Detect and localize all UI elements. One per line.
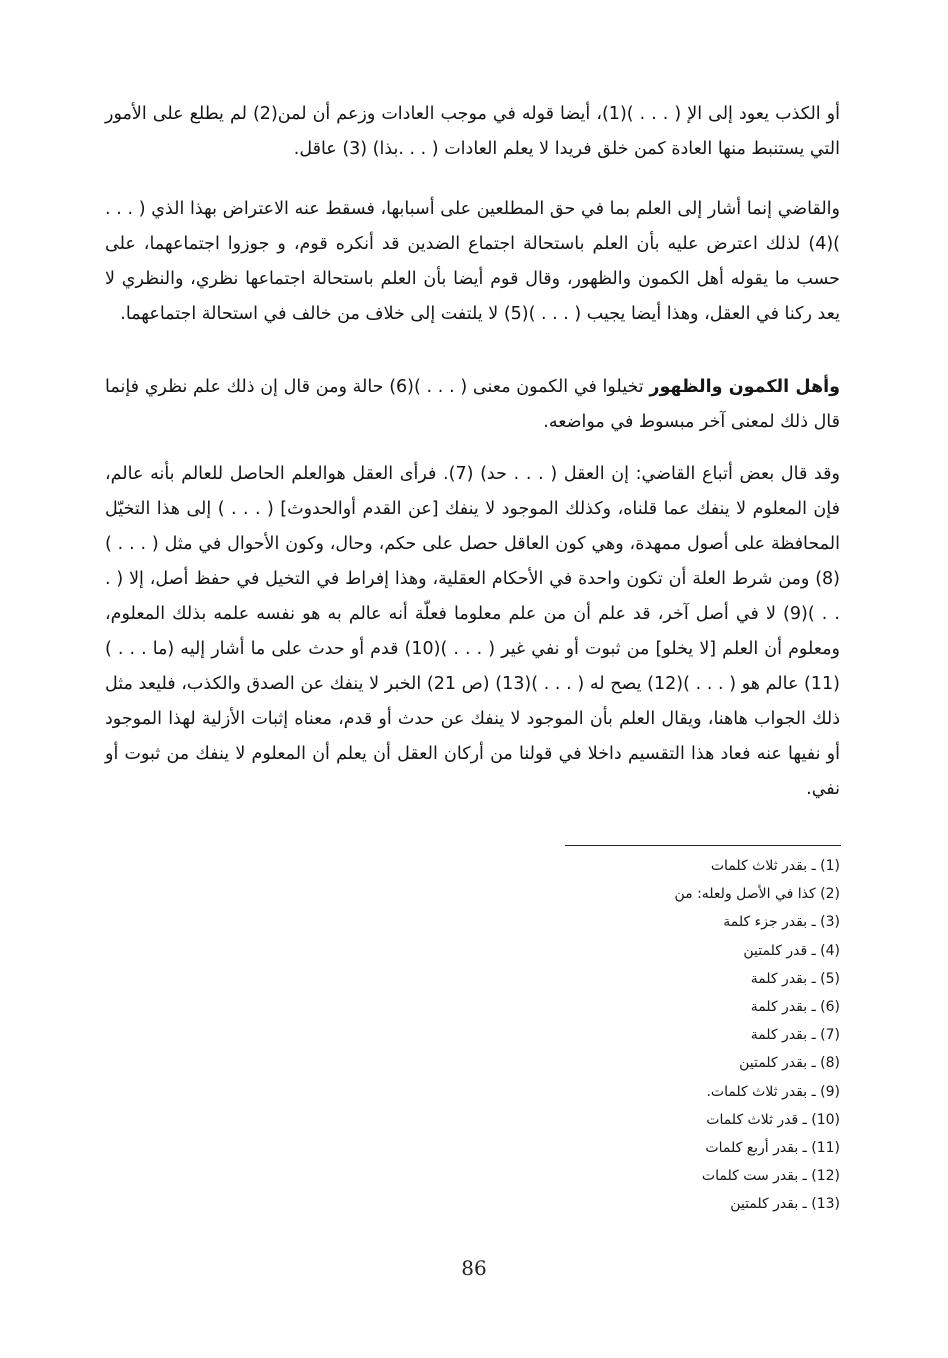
footnote-10: (10) ـ قدر ثلاث كلمات [706, 1111, 840, 1128]
footnote-6: (6) ـ بقدر كلمة [750, 999, 840, 1016]
paragraph-2 [105, 192, 840, 332]
footnote-5: (5) ـ بقدر كلمة [750, 970, 840, 987]
footnote-separator [565, 845, 841, 846]
footnote-9: (9) ـ بقدر ثلاث كلمات. [706, 1083, 840, 1100]
paragraph-2-text: والقاضي إنما أشار إلى العلم بما في حق المطلعين على أسبابها، فسقط عنه الاعتراض بهذا الذي ( . . . )(4) لذلك اعترض عليه بأن العلم باستحالة اجتماع الضدين قد أنكره قوم، و جوزوا اجتماعهما، على حسب ما يقوله أهل الكمون والظهور، وقال قوم أيضا بأن العلم باستحالة اجتماعها نظري، والنظري لا يعد ركنا في العقل، وهذا أيضا يجيب ( . . . )(5) لا يلتفت إلى خلاف من خالف في استحالة اجتماعهما. [105, 199, 840, 324]
footnote-2: (2) كذا في الأصل ولعله: من [674, 886, 840, 903]
paragraph-3-text: تخيلوا في الكمون معنى ( . . . )(6) حالة ومن قال إن ذلك علم نظري فإنما قال ذلك لمعنى آخر مبسوط في مواضعه. [105, 377, 840, 432]
footnotes-list [460, 852, 840, 1219]
paragraph-1-text: أو الكذب يعود إلى الإ ( . . . )(1)، أيضا قوله في موجب العادات وزعم أن لمن(2) لم يطلع على الأمور التي يستنبط منها العادة كمن خلق فريدا لا يعلم العادات ( . . .بذا) (3) عاقل. [105, 104, 840, 159]
footnote-13: (13) ـ بقدر كلمتين [730, 1196, 840, 1213]
footnote-12: (12) ـ بقدر ست كلمات [701, 1168, 840, 1185]
paragraph-1 [105, 97, 840, 167]
paragraph-3-lead: وأهل الكمون والظهور [649, 377, 840, 397]
footnote-3: (3) ـ بقدر جزء كلمة [723, 914, 840, 931]
footnote-11: (11) ـ بقدر أربع كلمات [705, 1140, 840, 1157]
footnote-7: (7) ـ بقدر كلمة [750, 1027, 840, 1044]
page-number: 86 [461, 1256, 487, 1280]
paragraph-4-text: وقد قال بعض أتباع القاضي: إن العقل ( . . . حد) (7). فرأى العقل هوالعلم الحاصل للعالم بأنه عالم، فإن المعلوم لا ينفك عما قلناه، وكذلك الموجود لا ينفك [عن القدم أوالحدوث] ( . . . ) إلى هذا التخيّل المحافظة على أصول ممهدة، وهي كون العاقل حصل على حكم، وحال، وكون الأحوال في مثل ( . . . )(8) ومن شرط العلة أن تكون واحدة في الأحكام العقلية، وهذا إفراط في التخيل في حفظ أصل، إلا ( . . . )(9) لا في أصل آخر، قد علم أن من علم معلوما فعلّة أنه عالم به هو نفسه علمه بذلك المعلوم، ومعلوم أن العلم [لا يخلو] من ثبوت أو نفي غير ( . . . )(10) قدم أو حدث على ما أشار إليه (ما . . . ) (11) عالم هو ( . . . )(12) يصح له ( . . . )(13) (ص 21) الخبر لا ينفك عن الصدق والكذب، فليعد مثل ذلك الجواب هاهنا، ويقال العلم بأن الموجود لا ينفك عن حدث أو قدم، معناه إثبات الأزلية لهذا الموجود أو نفيها عنه فعاد هذا التقسيم داخلا في قولنا من أركان العقل أن يعلم أن المعلوم لا ينفك من ثبوت أو نفي. [105, 464, 841, 799]
footnote-4: (4) ـ قدر كلمتين [743, 942, 840, 959]
paragraph-4 [105, 457, 840, 807]
footnote-1: (1) ـ بقدر ثلاث كلمات [710, 858, 840, 874]
footnote-8: (8) ـ بقدر كلمتين [739, 1055, 840, 1072]
paragraph-3 [105, 370, 840, 440]
